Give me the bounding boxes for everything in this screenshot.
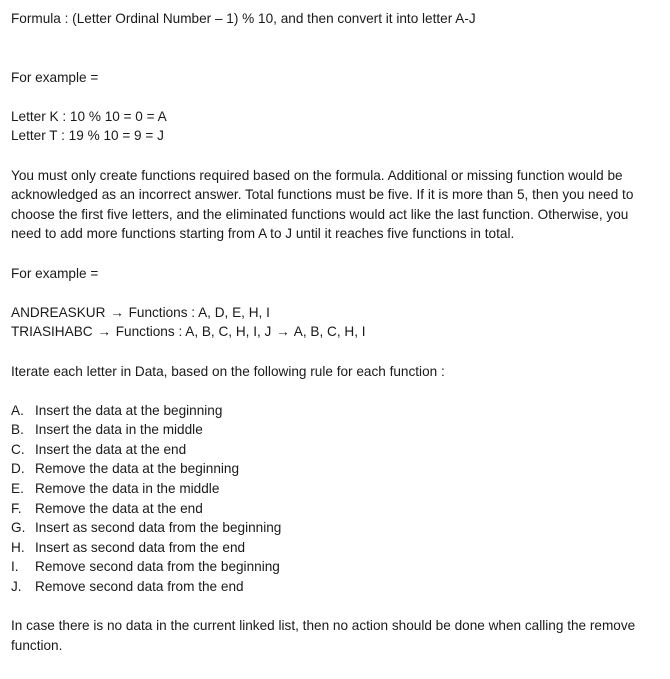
list-marker: G.	[11, 520, 26, 536]
spacer	[11, 244, 651, 264]
rules-paragraph: You must only create functions required based on the formula. Additional or missing function would be acknowledged as an incorrect answer. Total functions must be five. If it is more than 5, then you need to choose the first five letters, and the eliminated functions would act like the last function. Otherwise, you need to add more functions starting from A to J until it reaches five functions in total.	[11, 167, 634, 242]
list-item	[11, 518, 651, 538]
list-marker: C.	[11, 441, 25, 457]
example-line-t: Letter T : 19 % 10 = 9 = J	[11, 128, 164, 144]
list-item	[11, 440, 651, 460]
spacer	[11, 283, 651, 303]
example-word: ANDREASKUR	[11, 304, 106, 320]
list-marker: H.	[11, 539, 25, 555]
document-body	[11, 9, 651, 655]
list-item	[11, 420, 651, 440]
arrow-right-icon: →	[276, 324, 290, 340]
closing-paragraph: In case there is no data in the current linked list, then no action should be done when calling the remove function.	[11, 618, 636, 653]
list-marker: D.	[11, 461, 25, 477]
list-item-text: Remove second data from the end	[35, 579, 244, 595]
list-item-text: Remove second data from the beginning	[35, 559, 280, 575]
list-item	[11, 459, 651, 479]
list-item-text: Insert the data at the end	[35, 441, 187, 457]
list-marker: J.	[11, 579, 22, 595]
formula-line: Formula : (Letter Ordinal Number – 1) % 10, and then convert it into letter A-J	[11, 11, 476, 26]
spacer	[11, 381, 651, 401]
list-item-text: Insert the data in the middle	[35, 422, 203, 438]
function-list	[11, 401, 651, 597]
list-item	[11, 499, 651, 519]
list-marker: B.	[11, 422, 24, 438]
example-row-andreaskur	[11, 303, 651, 323]
spacer	[11, 87, 651, 107]
list-item-text: Insert the data at the beginning	[35, 402, 223, 418]
example-word: TRIASIHABC	[11, 324, 93, 340]
arrow-right-icon: →	[97, 324, 111, 340]
spacer	[11, 29, 651, 68]
example-line-k: Letter K : 10 % 10 = 0 = A	[11, 108, 167, 124]
iterate-instruction: Iterate each letter in Data, based on the following rule for each function :	[11, 363, 445, 379]
list-item	[11, 401, 651, 421]
list-item-text: Remove the data at the beginning	[35, 461, 240, 477]
list-item-text: Remove the data at the end	[35, 500, 203, 516]
list-item	[11, 538, 651, 558]
spacer	[11, 342, 651, 362]
list-marker: E.	[11, 481, 24, 497]
list-item	[11, 479, 651, 499]
example-row-triasihabc	[11, 322, 651, 342]
list-marker: A.	[11, 402, 24, 418]
spacer	[11, 146, 651, 166]
list-item	[11, 577, 651, 597]
example-result: Functions : A, B, C, H, I, J	[115, 324, 272, 340]
list-item-text: Insert as second data from the beginning	[35, 520, 282, 536]
list-item-text: Remove the data in the middle	[35, 481, 220, 497]
example-result: Functions : A, D, E, H, I	[128, 304, 270, 320]
list-marker: F.	[11, 500, 22, 516]
example-heading-2: For example =	[11, 265, 99, 281]
spacer	[11, 597, 651, 617]
list-item	[11, 557, 651, 577]
arrow-right-icon: →	[110, 304, 124, 320]
example-heading-1: For example =	[11, 69, 99, 85]
list-item-text: Insert as second data from the end	[35, 539, 246, 555]
example-final-result: A, B, C, H, I	[293, 324, 366, 340]
list-marker: I.	[11, 559, 19, 575]
